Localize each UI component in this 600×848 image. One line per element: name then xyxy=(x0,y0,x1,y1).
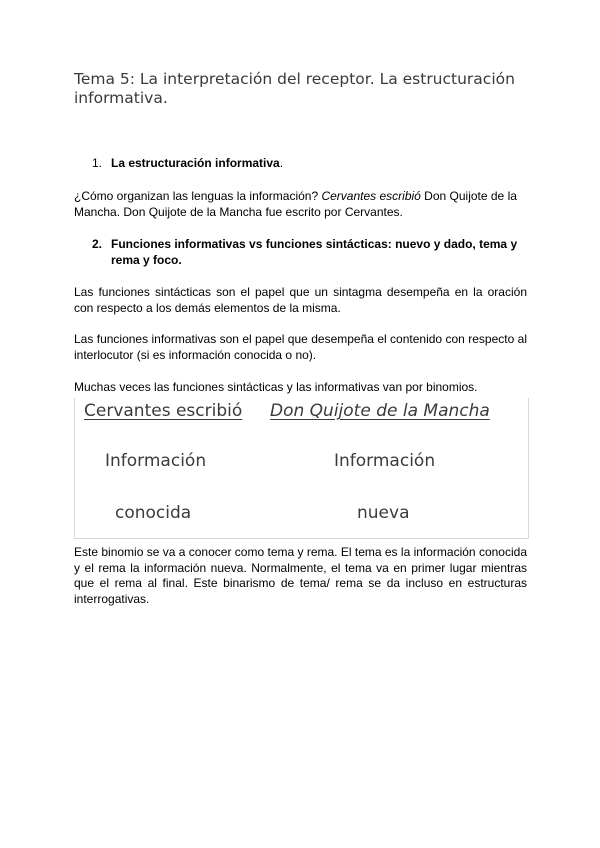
paragraph-closing: Este binomio se va a conocer como tema y rema. El tema es la información conocida y el rema la información nueva. Normalmente, el tema va en primer lugar mientras que el rema al final. Este binarismo de tema/ rema se da incluso en estructuras interrogativas. xyxy=(74,545,527,606)
section-2-heading xyxy=(92,237,522,268)
section-1-title: La estructuración informativa xyxy=(111,156,280,170)
binomial-figure xyxy=(74,398,529,539)
section-1-heading xyxy=(92,156,522,172)
intro-text-italic: Cervantes escribió xyxy=(321,189,421,203)
intro-paragraph xyxy=(74,189,527,220)
section-1-number: 1. xyxy=(92,156,103,170)
figure-right-header: Don Quijote de la Mancha xyxy=(270,401,490,421)
figure-right-line-1: Información xyxy=(334,451,436,471)
section-2-number: 2. xyxy=(92,237,103,251)
page-title: Tema 5: La interpretación del receptor. La estructuración informativa. xyxy=(74,70,515,107)
figure-right-line-2: nueva xyxy=(357,503,410,523)
figure-left-line-1: Información xyxy=(105,451,207,471)
paragraph-informative-functions: Las funciones informativas son el papel que desempeña el contenido con respecto al interlocutor (si es información conocida o no). xyxy=(74,332,527,362)
figure-left-line-2: conocida xyxy=(115,503,192,523)
figure-left-header: Cervantes escribió xyxy=(84,401,243,421)
paragraph-syntactic-functions: Las funciones sintácticas son el papel que un sintagma desempeña en la oración con respecto a los demás elementos de la misma. xyxy=(74,285,527,315)
paragraph-binomials: Muchas veces las funciones sintácticas y las informativas van por binomios. xyxy=(74,380,478,394)
intro-text-before: ¿Cómo organizan las lenguas la información? xyxy=(74,189,322,203)
section-2-title: Funciones informativas vs funciones sintácticas: nuevo y dado, tema y rema y foco. xyxy=(111,237,518,267)
section-1-period: . xyxy=(279,156,284,170)
intro-text-after: Don Quijote de la Mancha. Don Quijote de la Mancha fue escrito por Cervantes. xyxy=(74,189,517,219)
